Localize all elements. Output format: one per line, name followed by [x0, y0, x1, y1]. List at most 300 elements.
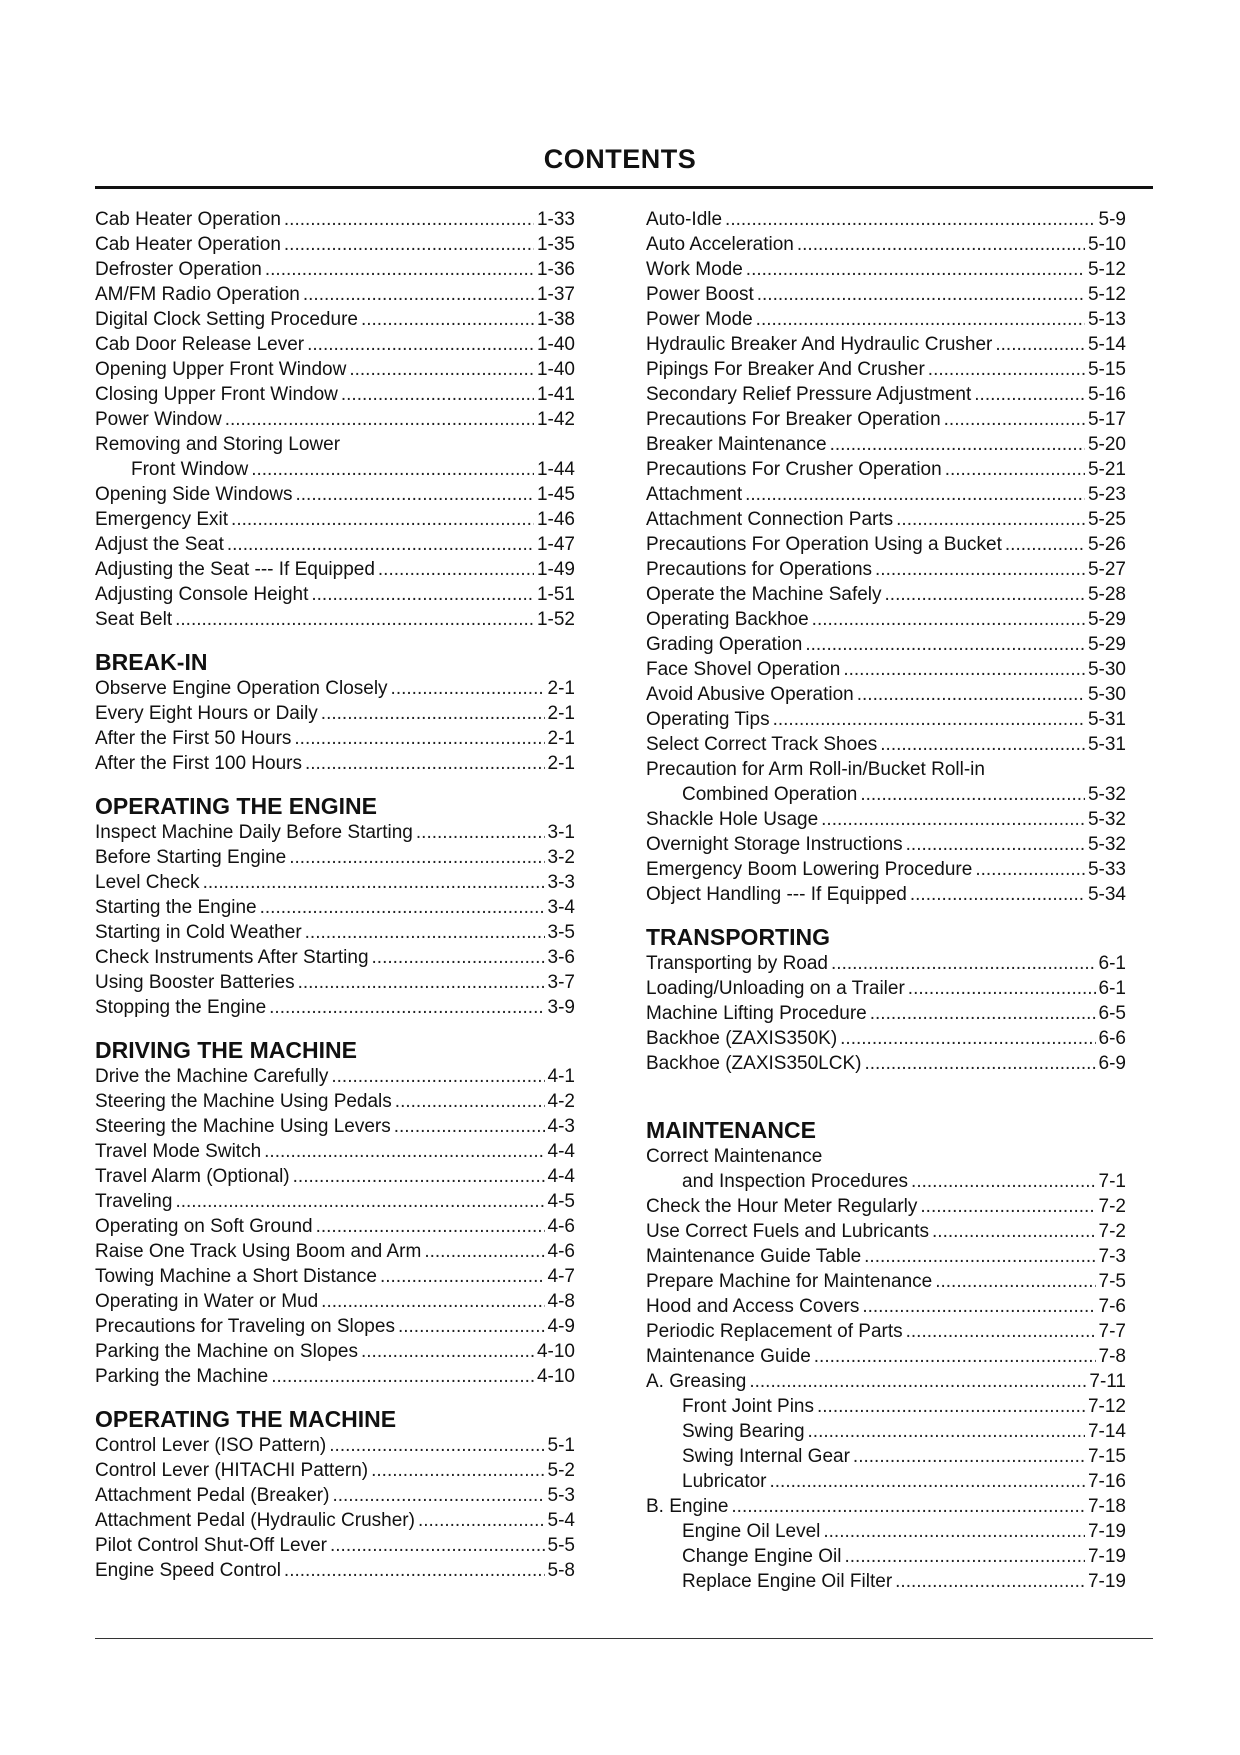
- toc-entry: [95, 1239, 575, 1264]
- dot-leader: [316, 1214, 545, 1239]
- toc-entry: [95, 870, 575, 895]
- toc-entry: [95, 1458, 575, 1483]
- left-column: [95, 207, 575, 1583]
- toc-entry-page: 7-12: [1087, 1396, 1126, 1417]
- dot-leader: [269, 995, 544, 1020]
- toc-entry-title: Lubricator: [682, 1471, 767, 1492]
- toc-entry-page: 5-31: [1087, 709, 1126, 730]
- toc-entry-title: Backhoe (ZAXIS350LCK): [646, 1053, 862, 1074]
- toc-entry-page: 1-44: [536, 459, 575, 480]
- toc-entry-page: 5-12: [1087, 284, 1126, 305]
- toc-entry-title: Stopping the Engine: [95, 997, 267, 1018]
- toc-entry-title: Attachment Pedal (Breaker): [95, 1485, 330, 1506]
- toc-entry-page: 7-2: [1098, 1196, 1126, 1217]
- toc-entry: [95, 232, 575, 257]
- toc-entry: [95, 1364, 575, 1389]
- toc-entry-page: 2-1: [547, 728, 575, 749]
- toc-entry-title: Parking the Machine on Slopes: [95, 1341, 358, 1362]
- toc-entry-title: Face Shovel Operation: [646, 659, 841, 680]
- toc-entry-title: Engine Oil Level: [682, 1521, 821, 1542]
- toc-entry-title: Secondary Relief Pressure Adjustment: [646, 384, 972, 405]
- toc-entry-title: Correct Maintenance: [646, 1146, 823, 1167]
- dot-leader: [860, 782, 1085, 807]
- toc-entry-title: Change Engine Oil: [682, 1546, 842, 1567]
- toc-entry-page: 4-2: [547, 1091, 575, 1112]
- toc-entry-page: 1-51: [536, 584, 575, 605]
- dot-leader: [330, 1533, 545, 1558]
- toc-entry-page: 2-1: [547, 678, 575, 699]
- toc-entry: [646, 557, 1126, 582]
- toc-entry: [95, 895, 575, 920]
- toc-entry: [646, 1369, 1126, 1394]
- dot-leader: [361, 307, 534, 332]
- toc-entry: [95, 1064, 575, 1089]
- toc-entry-title: Hydraulic Breaker And Hydraulic Crusher: [646, 334, 993, 355]
- break-in-list: [95, 676, 575, 776]
- toc-entry-page: 7-14: [1087, 1421, 1126, 1442]
- toc-entry-page: 5-21: [1087, 459, 1126, 480]
- toc-entry-title: Adjusting Console Height: [95, 584, 309, 605]
- dot-leader: [906, 832, 1085, 857]
- dot-leader: [378, 557, 534, 582]
- dot-leader: [341, 382, 534, 407]
- toc-entry-page: 5-31: [1087, 734, 1126, 755]
- dot-leader: [289, 845, 544, 870]
- dot-leader: [227, 532, 534, 557]
- dot-leader: [906, 1319, 1096, 1344]
- toc-entry-page: 7-6: [1098, 1296, 1126, 1317]
- toc-entry: [646, 407, 1126, 432]
- toc-entry-title: Observe Engine Operation Closely: [95, 678, 388, 699]
- toc-entry: [646, 832, 1126, 857]
- toc-entry-title: Backhoe (ZAXIS350K): [646, 1028, 838, 1049]
- toc-entry-title: Operating Backhoe: [646, 609, 809, 630]
- toc-entry-title: Seat Belt: [95, 609, 173, 630]
- toc-entry-title: Cab Heater Operation: [95, 209, 281, 230]
- toc-entry-page: 3-2: [547, 847, 575, 868]
- toc-entry: [646, 332, 1126, 357]
- toc-entry-title: Use Correct Fuels and Lubricants: [646, 1221, 930, 1242]
- dot-leader: [303, 282, 534, 307]
- toc-entry-title: Loading/Unloading on a Trailer: [646, 978, 905, 999]
- section-heading-driving: DRIVING THE MACHINE: [95, 1037, 357, 1063]
- toc-entry-page: 3-7: [547, 972, 575, 993]
- toc-entry: [646, 682, 1126, 707]
- toc-entry-title: Hood and Access Covers: [646, 1296, 860, 1317]
- dot-leader: [424, 1239, 544, 1264]
- toc-entry-title: Power Boost: [646, 284, 754, 305]
- toc-entry: [95, 357, 575, 382]
- toc-entry: [95, 1089, 575, 1114]
- dot-leader: [830, 432, 1085, 457]
- toc-entry-title: Starting in Cold Weather: [95, 922, 302, 943]
- toc-entry: [95, 1264, 575, 1289]
- dot-leader: [293, 1164, 545, 1189]
- toc-entry-page: 5-30: [1087, 684, 1126, 705]
- toc-entry: [95, 1339, 575, 1364]
- toc-entry: [95, 1483, 575, 1508]
- dot-leader: [896, 507, 1085, 532]
- dot-leader: [284, 207, 534, 232]
- toc-entry-page: 5-29: [1087, 634, 1126, 655]
- toc-entry-page: 4-5: [547, 1191, 575, 1212]
- toc-entry-title: Attachment Pedal (Hydraulic Crusher): [95, 1510, 415, 1531]
- dot-leader: [321, 701, 545, 726]
- toc-entry-title: Front Window: [131, 459, 249, 480]
- toc-entry: [95, 257, 575, 282]
- toc-entry: [95, 1139, 575, 1164]
- toc-entry-title: and Inspection Procedures: [682, 1171, 909, 1192]
- toc-entry-title: Swing Internal Gear: [682, 1446, 850, 1467]
- dot-leader: [311, 582, 534, 607]
- dot-leader: [864, 1051, 1095, 1076]
- toc-entry-title: Overnight Storage Instructions: [646, 834, 903, 855]
- toc-entry-title: Pipings For Breaker And Crusher: [646, 359, 925, 380]
- dot-leader: [231, 507, 534, 532]
- toc-entry-title: Travel Alarm (Optional): [95, 1166, 290, 1187]
- dot-leader: [203, 870, 545, 895]
- toc-entry-page: 6-6: [1098, 1028, 1126, 1049]
- toc-entry-title: Digital Clock Setting Procedure: [95, 309, 358, 330]
- dot-leader: [746, 257, 1085, 282]
- toc-entry-page: 1-49: [536, 559, 575, 580]
- dot-leader: [845, 1544, 1085, 1569]
- dot-leader: [843, 657, 1085, 682]
- toc-entry-title: Steering the Machine Using Levers: [95, 1116, 391, 1137]
- dot-leader: [920, 1194, 1095, 1219]
- dot-leader: [875, 557, 1085, 582]
- toc-entry-title: Operating Tips: [646, 709, 770, 730]
- dot-leader: [928, 357, 1085, 382]
- toc-entry-page: 1-35: [536, 234, 575, 255]
- toc-entry-title: AM/FM Radio Operation: [95, 284, 300, 305]
- toc-entry-title: Parking the Machine: [95, 1366, 269, 1387]
- toc-entry-page: 3-4: [547, 897, 575, 918]
- top-rule: [95, 186, 1153, 189]
- toc-entry-page: 3-3: [547, 872, 575, 893]
- toc-entry: [95, 1189, 575, 1214]
- toc-entry: [646, 457, 1126, 482]
- page-title: CONTENTS: [543, 144, 697, 174]
- toc-entry-page: 5-29: [1087, 609, 1126, 630]
- toc-entry-title: Shackle Hole Usage: [646, 809, 819, 830]
- toc-entry-page: 5-33: [1087, 859, 1126, 880]
- toc-entry: [646, 257, 1126, 282]
- toc-entry: [95, 1164, 575, 1189]
- toc-entry-page: 3-5: [547, 922, 575, 943]
- toc-entry: [646, 1494, 1126, 1519]
- toc-entry-title: Traveling: [95, 1191, 173, 1212]
- toc-entry: [646, 482, 1126, 507]
- toc-entry-page: 4-10: [536, 1341, 575, 1362]
- toc-entry-title: Control Lever (HITACHI Pattern): [95, 1460, 369, 1481]
- toc-entry: [646, 1294, 1126, 1319]
- toc-entry-title: Engine Speed Control: [95, 1560, 281, 1581]
- toc-entry-title: Precautions For Operation Using a Bucket: [646, 534, 1002, 555]
- toc-entry-page: 1-42: [536, 409, 575, 430]
- toc-entry: [95, 557, 575, 582]
- dot-leader: [945, 457, 1085, 482]
- section-heading-maintenance: MAINTENANCE: [646, 1117, 816, 1143]
- toc-entry-page: 5-14: [1087, 334, 1126, 355]
- toc-entry-title: Level Check: [95, 872, 200, 893]
- toc-entry: [646, 507, 1126, 532]
- toc-entry: [646, 1569, 1126, 1594]
- dot-leader: [395, 1089, 545, 1114]
- toc-entry: [646, 657, 1126, 682]
- toc-entry: [646, 951, 1126, 976]
- toc-entry-page: 1-38: [536, 309, 575, 330]
- toc-entry: [95, 676, 575, 701]
- toc-entry-page: 7-19: [1087, 1571, 1126, 1592]
- toc-entry-title: Prepare Machine for Maintenance: [646, 1271, 933, 1292]
- toc-entry-title: Operating on Soft Ground: [95, 1216, 313, 1237]
- toc-entry-page: 4-3: [547, 1116, 575, 1137]
- toc-entry-title: Replace Engine Oil Filter: [682, 1571, 893, 1592]
- toc-entry: [646, 1519, 1126, 1544]
- toc-entry-title: Grading Operation: [646, 634, 803, 655]
- toc-entry-page: 5-20: [1087, 434, 1126, 455]
- dot-leader: [264, 1139, 544, 1164]
- dot-leader: [260, 895, 545, 920]
- bottom-rule: [95, 1638, 1153, 1639]
- toc-entry-title: Periodic Replacement of Parts: [646, 1321, 903, 1342]
- toc-entry-page: 7-19: [1087, 1546, 1126, 1567]
- toc-entry-page: 5-10: [1087, 234, 1126, 255]
- dot-leader: [757, 282, 1085, 307]
- toc-entry-page: 5-2: [547, 1460, 575, 1481]
- toc-entry: [95, 920, 575, 945]
- toc-entry-title: Pilot Control Shut-Off Lever: [95, 1535, 327, 1556]
- toc-entry-title: Travel Mode Switch: [95, 1141, 262, 1162]
- dot-leader: [857, 682, 1085, 707]
- toc-entry-title: Swing Bearing: [682, 1421, 805, 1442]
- dot-leader: [175, 607, 534, 632]
- toc-entry-page: 6-1: [1098, 978, 1126, 999]
- toc-entry-page: 1-37: [536, 284, 575, 305]
- toc-entry: [95, 1114, 575, 1139]
- toc-entry-title: Adjusting the Seat --- If Equipped: [95, 559, 375, 580]
- dot-leader: [773, 707, 1085, 732]
- toc-entry-page: 4-9: [547, 1316, 575, 1337]
- dot-leader: [380, 1264, 545, 1289]
- dot-leader: [932, 1219, 1096, 1244]
- toc-entry: [95, 945, 575, 970]
- dot-leader: [332, 1483, 544, 1508]
- toc-entry-title: Opening Upper Front Window: [95, 359, 347, 380]
- toc-entry-page: 7-11: [1089, 1371, 1126, 1392]
- toc-entry-page: 7-16: [1087, 1471, 1126, 1492]
- dot-leader: [935, 1269, 1095, 1294]
- toc-entry: [646, 1544, 1126, 1569]
- toc-entry-page: 3-1: [547, 822, 575, 843]
- toc-entry-page: 1-33: [536, 209, 575, 230]
- toc-entry-page: 1-40: [536, 334, 575, 355]
- toc-entry: [646, 1269, 1126, 1294]
- toc-entry-title: Opening Side Windows: [95, 484, 293, 505]
- section-heading-break-in: BREAK-IN: [95, 649, 208, 675]
- toc-entry-title: Combined Operation: [682, 784, 858, 805]
- toc-entry-title: Before Starting Engine: [95, 847, 287, 868]
- toc-entry-page: 5-32: [1087, 834, 1126, 855]
- toc-entry-page: 5-23: [1087, 484, 1126, 505]
- dot-leader: [1005, 532, 1085, 557]
- toc-entry-title: Power Mode: [646, 309, 753, 330]
- toc-entry: [646, 1219, 1126, 1244]
- toc-entry: [646, 607, 1126, 632]
- toc-entry: [95, 607, 575, 632]
- toc-entry-title: Check Instruments After Starting: [95, 947, 369, 968]
- toc-entry-title: After the First 50 Hours: [95, 728, 292, 749]
- dot-leader: [284, 1558, 545, 1583]
- toc-entry-title: Operate the Machine Safely: [646, 584, 882, 605]
- toc-entry: [95, 751, 575, 776]
- toc-entry-page: 5-32: [1087, 809, 1126, 830]
- toc-entry: [646, 707, 1126, 732]
- dot-leader: [805, 632, 1085, 657]
- dot-leader: [770, 1469, 1085, 1494]
- toc-entry-page: 1-41: [536, 384, 575, 405]
- toc-entry-page: 4-8: [547, 1291, 575, 1312]
- toc-entry-title: Auto-Idle: [646, 209, 723, 230]
- toc-entry-page: 5-12: [1087, 259, 1126, 280]
- operating-machine-list: [95, 1433, 575, 1583]
- toc-entry-title: B. Engine: [646, 1496, 729, 1517]
- toc-entry-page: 1-52: [536, 609, 575, 630]
- transporting-list: [646, 951, 1126, 1076]
- toc-entry-page: 4-6: [547, 1241, 575, 1262]
- driving-list: [95, 1064, 575, 1389]
- dot-leader: [944, 407, 1085, 432]
- dot-leader: [817, 1394, 1085, 1419]
- dot-leader: [398, 1314, 545, 1339]
- toc-entry-page: 7-1: [1098, 1171, 1126, 1192]
- toc-entry: [646, 1026, 1126, 1051]
- toc-entry-page: 4-6: [547, 1216, 575, 1237]
- toc-entry-title: Drive the Machine Carefully: [95, 1066, 329, 1087]
- dot-leader: [797, 232, 1085, 257]
- toc-entry-title: Select Correct Track Shoes: [646, 734, 878, 755]
- toc-entry-title: Every Eight Hours or Daily: [95, 703, 318, 724]
- toc-entry: [95, 307, 575, 332]
- toc-entry-page: 7-7: [1098, 1321, 1126, 1342]
- toc-entry-title: Using Booster Batteries: [95, 972, 295, 993]
- toc-entry-title: Object Handling --- If Equipped: [646, 884, 907, 905]
- toc-entry-page: 3-6: [547, 947, 575, 968]
- toc-entry: [646, 307, 1126, 332]
- toc-entry: [646, 532, 1126, 557]
- toc-entry: [646, 207, 1126, 232]
- toc-entry: [646, 732, 1126, 757]
- toc-entry-page: 1-40: [536, 359, 575, 380]
- toc-entry-title: Starting the Engine: [95, 897, 257, 918]
- toc-entry-page: 7-15: [1087, 1446, 1126, 1467]
- toc-entry-title: Power Window: [95, 409, 222, 430]
- toc-entry: [646, 382, 1126, 407]
- dot-leader: [321, 1289, 544, 1314]
- toc-entry-title: Emergency Exit: [95, 509, 229, 530]
- section-heading-operating-machine: OPERATING THE MACHINE: [95, 1406, 397, 1432]
- toc-entry: [646, 1394, 1126, 1419]
- dot-leader: [298, 970, 545, 995]
- dot-leader: [745, 482, 1085, 507]
- toc-entry: [646, 1144, 1126, 1169]
- toc-entry: [646, 1469, 1126, 1494]
- toc-entry: [95, 1558, 575, 1583]
- toc-entry: [646, 357, 1126, 382]
- toc-entry: [646, 1244, 1126, 1269]
- toc-entry: [95, 1508, 575, 1533]
- toc-entry: [646, 807, 1126, 832]
- toc-entry-title: Inspect Machine Daily Before Starting: [95, 822, 413, 843]
- operating-engine-list: [95, 820, 575, 1020]
- toc-entry: [646, 1419, 1126, 1444]
- toc-entry-page: 5-9: [1098, 209, 1126, 230]
- toc-entry-title: Attachment Connection Parts: [646, 509, 894, 530]
- toc-entry-title: Cab Heater Operation: [95, 234, 281, 255]
- toc-entry: [95, 532, 575, 557]
- toc-entry-title: Breaker Maintenance: [646, 434, 827, 455]
- toc-entry: [646, 1051, 1126, 1076]
- toc-entry-page: 6-1: [1098, 953, 1126, 974]
- toc-entry-title: Transporting by Road: [646, 953, 829, 974]
- toc-entry-page: 5-3: [547, 1485, 575, 1506]
- toc-entry-page: 2-1: [547, 753, 575, 774]
- toc-entry: [95, 1214, 575, 1239]
- dot-leader: [305, 751, 545, 776]
- toc-entry-title: Machine Lifting Procedure: [646, 1003, 867, 1024]
- toc-entry-page: 1-36: [536, 259, 575, 280]
- toc-entry-page: 5-34: [1087, 884, 1126, 905]
- toc-entry-title: Maintenance Guide: [646, 1346, 811, 1367]
- dot-leader: [911, 1169, 1095, 1194]
- toc-entry: [95, 332, 575, 357]
- dot-leader: [284, 232, 534, 257]
- dot-leader: [361, 1339, 534, 1364]
- toc-entry-title: Operating in Water or Mud: [95, 1291, 319, 1312]
- toc-entry-title: Adjust the Seat: [95, 534, 224, 555]
- dot-leader: [840, 1026, 1095, 1051]
- toc-entry-title: Check the Hour Meter Regularly: [646, 1196, 918, 1217]
- toc-entry-page: 6-5: [1098, 1003, 1126, 1024]
- dot-leader: [812, 607, 1085, 632]
- toc-entry-page: 7-8: [1098, 1346, 1126, 1367]
- toc-entry: [646, 1194, 1126, 1219]
- toc-entry: [646, 1444, 1126, 1469]
- toc-entry: [95, 726, 575, 751]
- toc-entry-title: Closing Upper Front Window: [95, 384, 338, 405]
- toc-entry: [95, 701, 575, 726]
- dot-leader: [895, 1569, 1085, 1594]
- dot-leader: [225, 407, 534, 432]
- toc-entry-title: Raise One Track Using Boom and Arm: [95, 1241, 422, 1262]
- toc-entry-page: 5-27: [1087, 559, 1126, 580]
- toc-entry-page: 5-32: [1087, 784, 1126, 805]
- toc-entry-page: 7-2: [1098, 1221, 1126, 1242]
- dot-leader: [307, 332, 534, 357]
- toc-entry: [95, 1533, 575, 1558]
- toc-entry: [95, 507, 575, 532]
- toc-entry: [95, 970, 575, 995]
- toc-entry: [95, 432, 575, 457]
- toc-entry-title: Precautions for Operations: [646, 559, 873, 580]
- dot-leader: [371, 1458, 544, 1483]
- toc-entry: [646, 857, 1126, 882]
- dot-leader: [749, 1369, 1086, 1394]
- dot-leader: [725, 207, 1095, 232]
- dot-leader: [756, 307, 1085, 332]
- toc-entry: [646, 1319, 1126, 1344]
